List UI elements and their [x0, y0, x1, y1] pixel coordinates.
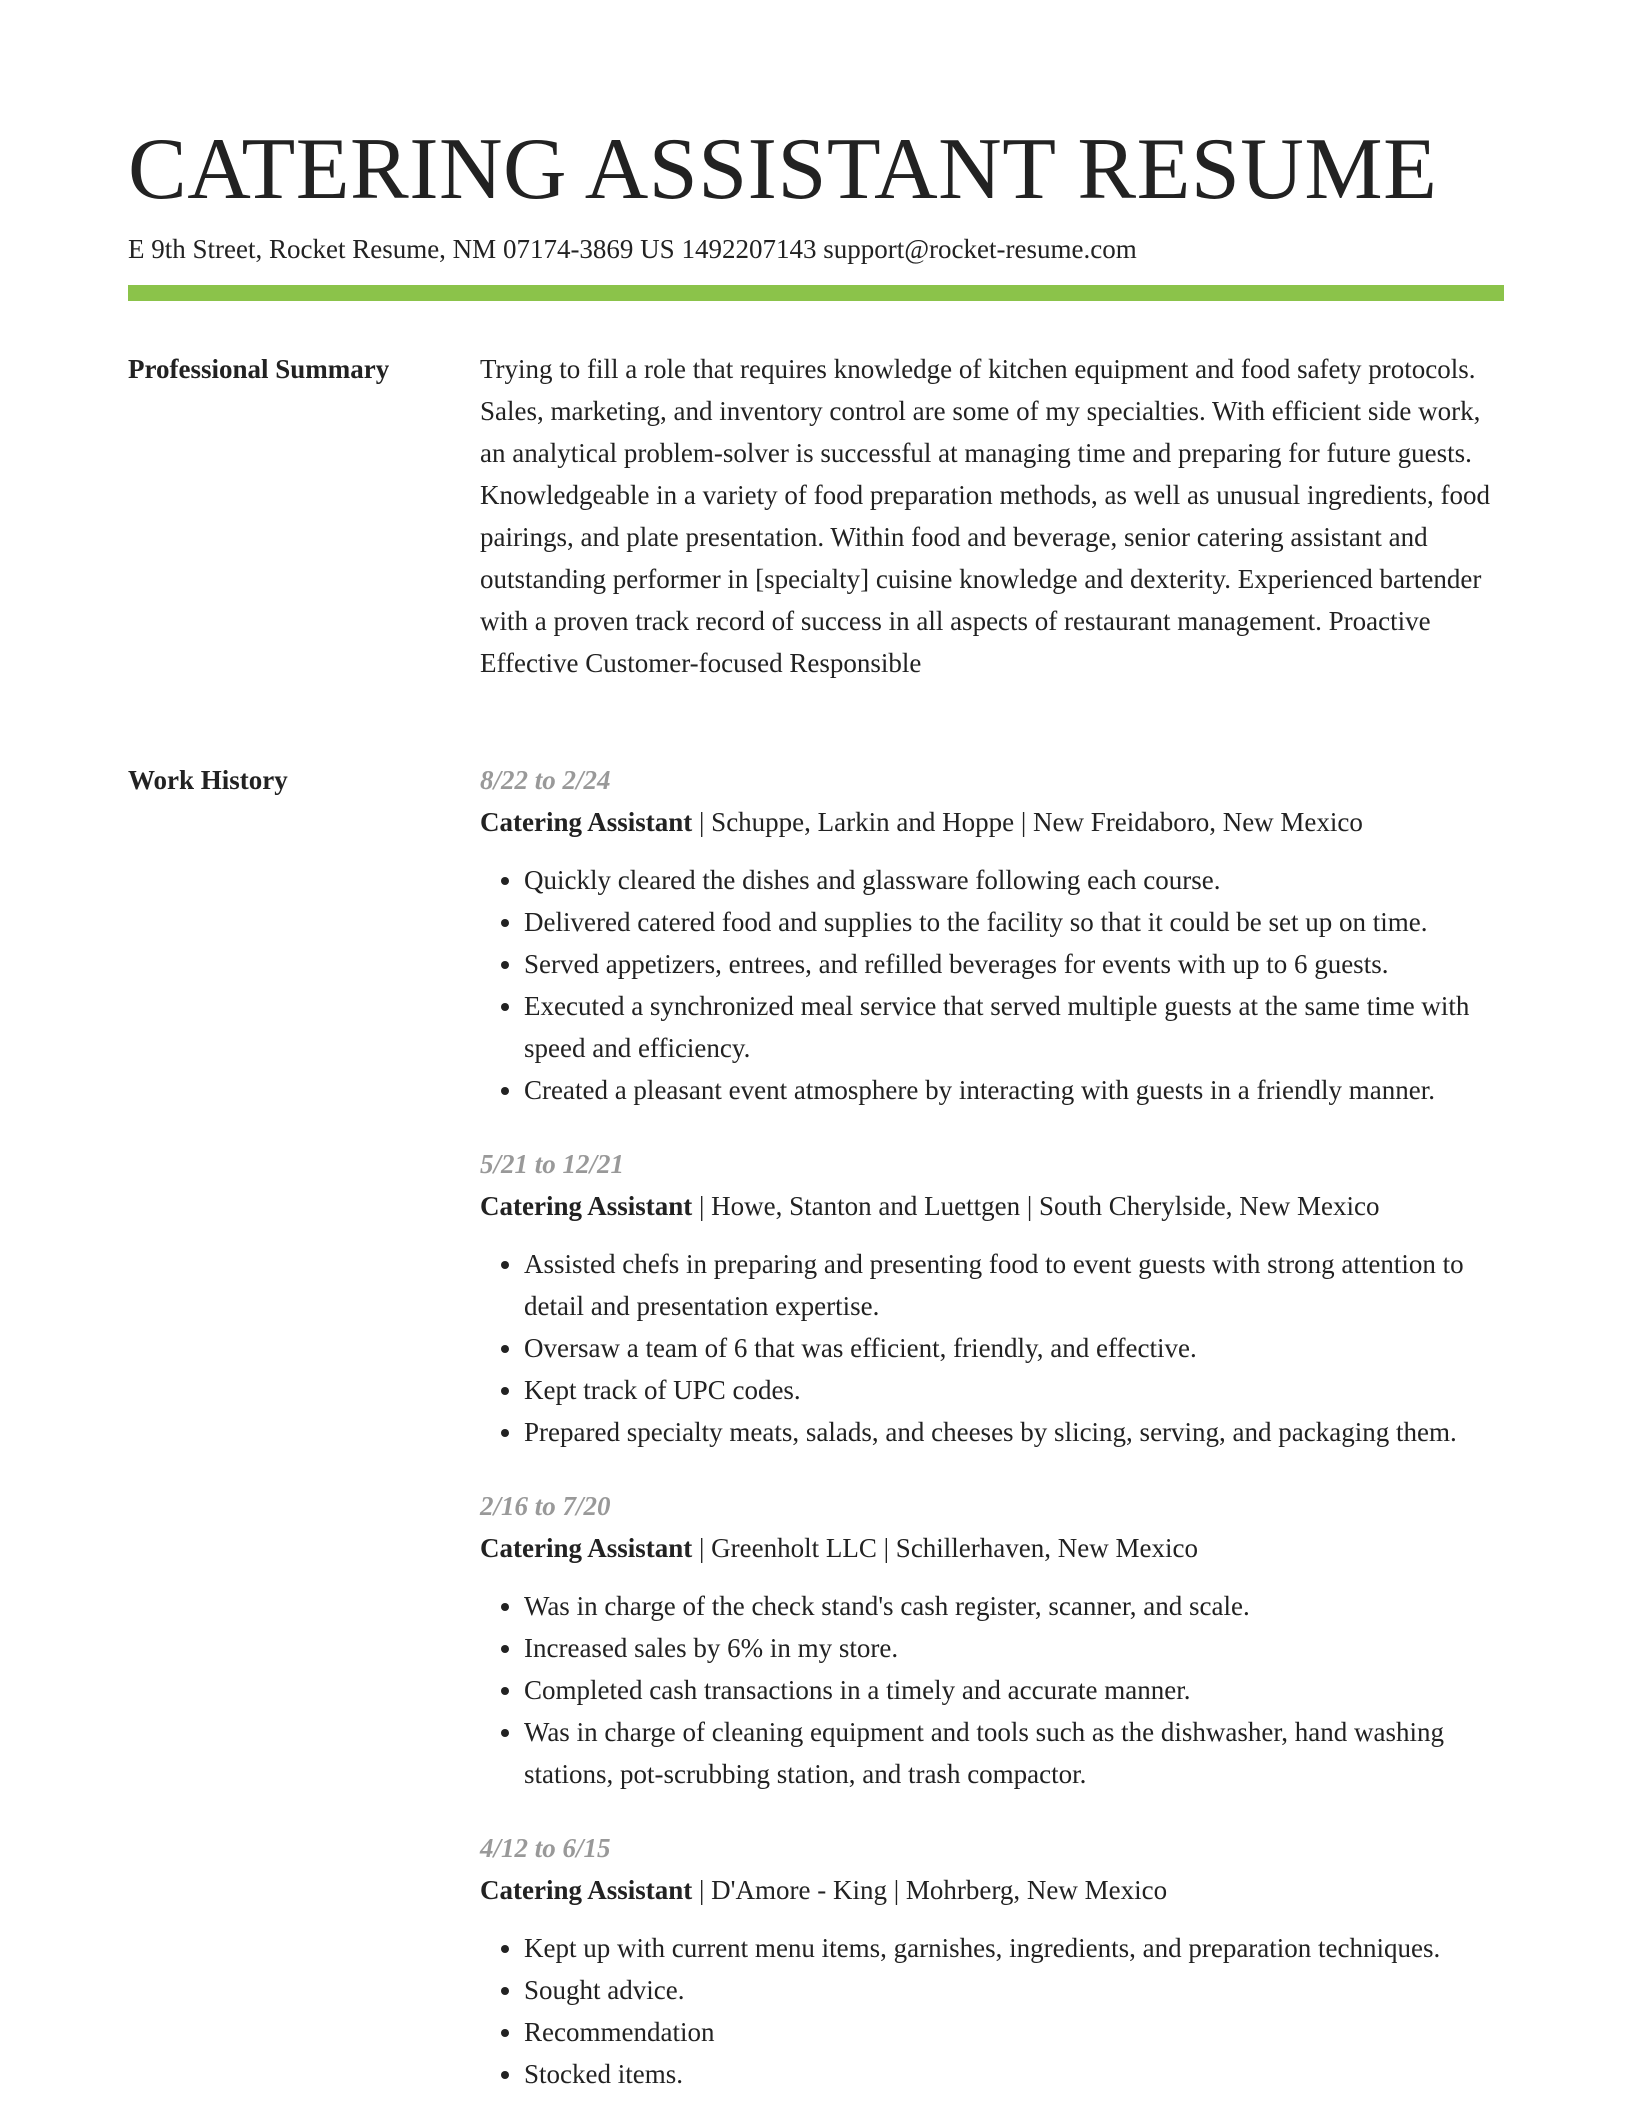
- job-heading: [480, 1527, 1504, 1569]
- separator: |: [692, 1191, 712, 1221]
- job-heading: [480, 1185, 1504, 1227]
- separator: |: [692, 1875, 712, 1905]
- job-bullet: • Stocked items.: [524, 2053, 1504, 2095]
- job-bullet: • Kept up with current menu items, garnishes, ingredients, and preparation techniques.: [524, 1927, 1504, 1969]
- job-bullet: • Prepared specialty meats, salads, and cheeses by slicing, serving, and packaging them.: [524, 1411, 1504, 1453]
- job-bullet: • Kept track of UPC codes.: [524, 1369, 1504, 1411]
- job-location: Mohrberg, New Mexico: [905, 1875, 1168, 1905]
- separator: |: [692, 807, 712, 837]
- section-label-summary: Professional Summary: [128, 354, 390, 384]
- job-bullet: • Assisted chefs in preparing and presenting food to event guests with strong attention to detail and presentation expertise.: [524, 1243, 1504, 1327]
- separator: |: [1014, 807, 1033, 837]
- job-dates: 8/22 to 2/24: [480, 765, 611, 795]
- separator: |: [1020, 1191, 1040, 1221]
- job-heading: [480, 1869, 1504, 1911]
- summary-text: Trying to fill a role that requires knowledge of kitchen equipment and food safety protocols. Sales, marketing, and inventory control are some of my specialties. With efficient side work, an analytical problem-solver is successful at managing time and preparing for future guests. Knowledgeable in a variety of food preparation methods, as well as unusual ingredients, food pairings, and plate presentation. Within food and beverage, senior catering assistant and outstanding performer in [specialty] cuisine knowledge and dexterity. Experienced bartender with a proven track record of success in all aspects of restaurant management. Proactive Effective Customer-focused Responsible: [480, 354, 1490, 678]
- resume-title: CATERING ASSISTANT RESUME: [128, 121, 1438, 218]
- job-dates: 4/12 to 6/15: [480, 1833, 611, 1863]
- job-bullet: • Sought advice.: [524, 1969, 1504, 2011]
- job-bullet: • Served appetizers, entrees, and refilled beverages for events with up to 6 guests.: [524, 943, 1504, 985]
- job-title: Catering Assistant: [480, 1875, 693, 1905]
- job-bullets: [480, 1243, 1504, 1453]
- job-heading: [480, 801, 1504, 843]
- job-bullet: • Was in charge of cleaning equipment and tools such as the dishwasher, hand washing stations, pot-scrubbing station, and trash compactor.: [524, 1711, 1504, 1795]
- job-entry: [480, 759, 1504, 1111]
- job-bullets: [480, 1585, 1504, 1795]
- job-bullet: • Recommendation: [524, 2011, 1504, 2053]
- job-bullets: [480, 1927, 1504, 2095]
- job-dates: 5/21 to 12/21: [480, 1149, 625, 1179]
- job-bullet: • Created a pleasant event atmosphere by interacting with guests in a friendly manner.: [524, 1069, 1504, 1111]
- job-company: Schuppe, Larkin and Hoppe: [711, 807, 1015, 837]
- job-location: Schillerhaven, New Mexico: [895, 1533, 1198, 1563]
- job-bullet: • Completed cash transactions in a timely and accurate manner.: [524, 1669, 1504, 1711]
- job-company: Howe, Stanton and Luettgen: [711, 1191, 1021, 1221]
- job-bullet: • Delivered catered food and supplies to the facility so that it could be set up on time.: [524, 901, 1504, 943]
- job-list: [480, 759, 1504, 2127]
- job-entry: [480, 1827, 1504, 2095]
- job-title: Catering Assistant: [480, 1533, 693, 1563]
- job-company: Greenholt LLC: [711, 1533, 877, 1563]
- job-bullets: [480, 859, 1504, 1111]
- separator: |: [876, 1533, 896, 1563]
- job-title: Catering Assistant: [480, 807, 693, 837]
- job-entry: [480, 1143, 1504, 1453]
- job-location: New Freidaboro, New Mexico: [1033, 807, 1363, 837]
- job-entry: [480, 1485, 1504, 1795]
- job-bullet: • Oversaw a team of 6 that was efficient, friendly, and effective.: [524, 1327, 1504, 1369]
- job-bullet: • Increased sales by 6% in my store.: [524, 1627, 1504, 1669]
- job-dates: 2/16 to 7/20: [480, 1491, 611, 1521]
- job-bullet: • Quickly cleared the dishes and glassware following each course.: [524, 859, 1504, 901]
- job-title: Catering Assistant: [480, 1191, 693, 1221]
- separator: |: [692, 1533, 712, 1563]
- job-location: South Cherylside, New Mexico: [1039, 1191, 1380, 1221]
- job-bullet: • Executed a synchronized meal service that served multiple guests at the same time with speed and efficiency.: [524, 985, 1504, 1069]
- job-company: D'Amore - King: [711, 1875, 888, 1905]
- job-bullet: • Was in charge of the check stand's cash register, scanner, and scale.: [524, 1585, 1504, 1627]
- section-label-work-history: Work History: [128, 765, 288, 795]
- header-divider: [128, 285, 1504, 301]
- contact-line: E 9th Street, Rocket Resume, NM 07174-3869 US 1492207143 support@rocket-resume.com: [128, 234, 1137, 264]
- separator: |: [887, 1875, 906, 1905]
